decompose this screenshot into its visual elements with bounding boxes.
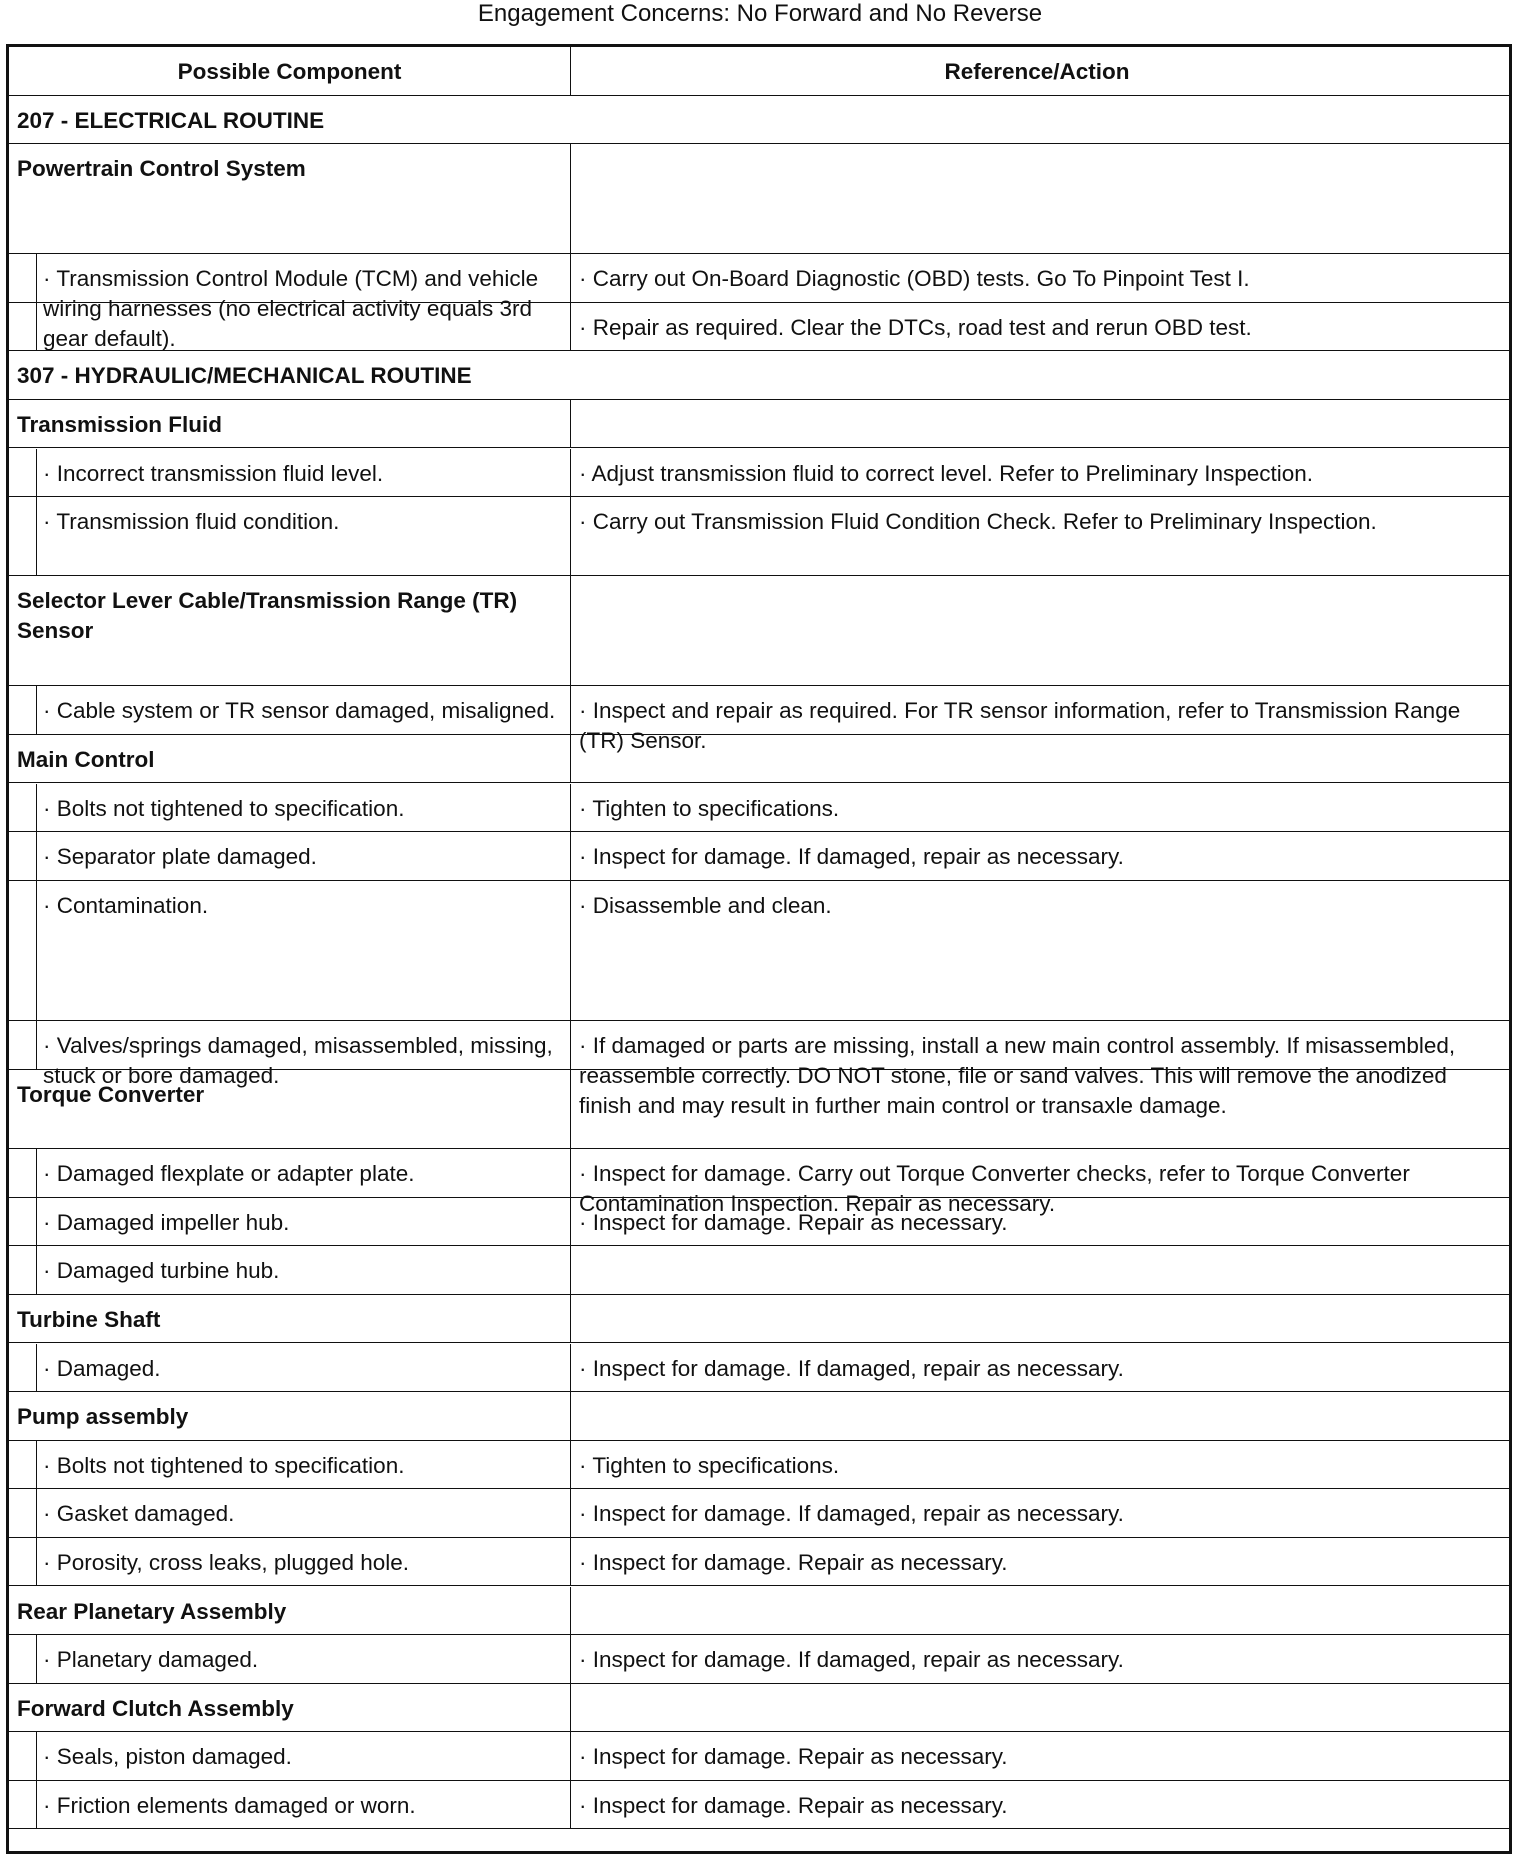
action-cell [571, 1198, 1509, 1246]
action-text: · Inspect for damage. Repair as necessary. [579, 1792, 1008, 1818]
action-cell [571, 1392, 1509, 1440]
action-cell [571, 449, 1509, 497]
component-cell [9, 1635, 571, 1683]
action-text: · Inspect for damage. If damaged, repair as necessary. [579, 1355, 1124, 1381]
component-text: · Contamination. [43, 892, 209, 918]
component-cell [9, 1021, 571, 1089]
column-header-reference-action: Reference/Action [944, 59, 1130, 84]
item-row [9, 497, 1509, 576]
action-text: · Inspect for damage. Repair as necessary. [579, 1744, 1008, 1770]
action-cell [571, 254, 1509, 302]
component-cell [9, 735, 571, 783]
component-text: · Planetary damaged. [43, 1647, 259, 1673]
action-cell [571, 1070, 1509, 1148]
item-row [9, 1441, 1509, 1490]
component-cell [9, 881, 571, 1021]
component-cell [9, 576, 571, 685]
item-row [9, 1246, 1509, 1295]
component-cell [9, 1781, 571, 1829]
component-cell [9, 1149, 571, 1197]
group-title: Torque Converter [17, 1081, 205, 1107]
group-row [9, 1070, 1509, 1149]
action-cell [571, 1489, 1509, 1537]
action-text: · Inspect for damage. Repair as necessary. [579, 1209, 1008, 1235]
item-row [9, 303, 1509, 352]
column-header-possible-component: Possible Component [177, 59, 402, 84]
action-cell [571, 1587, 1509, 1635]
item-row [9, 1198, 1509, 1247]
group-title: Rear Planetary Assembly [17, 1598, 287, 1624]
group-row [9, 400, 1509, 449]
item-row [9, 686, 1509, 754]
section-title: 207 - ELECTRICAL ROUTINE [17, 107, 325, 133]
component-text: · Porosity, cross leaks, plugged hole. [43, 1549, 410, 1575]
component-cell [9, 1441, 571, 1489]
item-row [9, 449, 1509, 498]
item-row [9, 1344, 1509, 1393]
item-row [9, 1732, 1509, 1781]
section-title: 307 - HYDRAULIC/MECHANICAL ROUTINE [17, 363, 472, 389]
action-cell [571, 1344, 1509, 1392]
component-cell [9, 400, 571, 448]
header-cell-action [571, 47, 1509, 95]
group-title: Turbine Shaft [17, 1306, 161, 1332]
indent-cell [9, 303, 37, 351]
group-title: Powertrain Control System [17, 156, 306, 182]
diagnosis-table [6, 44, 1512, 1854]
action-cell [571, 735, 1509, 783]
header-cell-component [9, 47, 571, 95]
action-cell [571, 1441, 1509, 1489]
component-text: · Transmission Control Module (TCM) and vehicle wiring harnesses (no electrical activity equals 3rd gear default). [43, 266, 539, 352]
action-cell [571, 1732, 1509, 1780]
action-cell [571, 881, 1509, 1021]
section-row [9, 96, 1509, 145]
action-text: · Carry out Transmission Fluid Condition Check. Refer to Preliminary Inspection. [579, 509, 1377, 535]
item-row [9, 1635, 1509, 1684]
component-cell [9, 686, 571, 734]
action-cell [571, 1635, 1509, 1683]
group-row [9, 735, 1509, 784]
action-text: · Carry out On-Board Diagnostic (OBD) tests. Go To Pinpoint Test I. [579, 266, 1250, 292]
component-text: · Cable system or TR sensor damaged, misaligned. [43, 698, 556, 724]
action-cell [571, 784, 1509, 832]
action-text: · Disassemble and clean. [579, 892, 832, 918]
page-title: Engagement Concerns: No Forward and No Reverse [477, 0, 1043, 27]
action-cell [571, 400, 1509, 448]
action-text: · Inspect for damage. If damaged, repair as necessary. [579, 1501, 1124, 1527]
component-text: · Incorrect transmission fluid level. [43, 460, 384, 486]
action-text: · Inspect for damage. Repair as necessary. [579, 1549, 1008, 1575]
component-cell [9, 1344, 571, 1392]
component-text: · Bolts not tightened to specification. [43, 795, 405, 821]
component-text: · Damaged. [43, 1355, 161, 1381]
component-cell [9, 1246, 571, 1294]
component-cell [9, 1198, 571, 1246]
action-cell [571, 1295, 1509, 1343]
action-text: · Inspect for damage. If damaged, repair as necessary. [579, 844, 1124, 870]
component-cell [9, 1070, 571, 1148]
action-cell [571, 497, 1509, 575]
action-cell [571, 1246, 1509, 1294]
action-cell [571, 303, 1509, 351]
action-cell [571, 832, 1509, 880]
table-header-row [9, 47, 1509, 96]
section-cell [9, 96, 1509, 144]
action-cell [571, 686, 1509, 754]
group-title: Transmission Fluid [17, 411, 223, 437]
action-cell [571, 576, 1509, 685]
group-row [9, 576, 1509, 686]
component-cell [9, 1732, 571, 1780]
component-text: · Seals, piston damaged. [43, 1744, 292, 1770]
group-row [9, 1684, 1509, 1733]
component-text: · Damaged flexplate or adapter plate. [43, 1161, 415, 1187]
component-cell [9, 1392, 571, 1440]
action-cell [571, 1538, 1509, 1586]
component-text: · Separator plate damaged. [43, 844, 317, 870]
component-cell [9, 497, 571, 575]
item-row [9, 1149, 1509, 1217]
component-cell [9, 1489, 571, 1537]
component-cell [9, 144, 571, 253]
component-cell [9, 1538, 571, 1586]
component-cell [9, 254, 571, 352]
action-cell [571, 1149, 1509, 1217]
component-cell [9, 449, 571, 497]
action-text: · Inspect for damage. If damaged, repair as necessary. [579, 1647, 1124, 1673]
component-text: · Gasket damaged. [43, 1501, 235, 1527]
action-cell [571, 1021, 1509, 1119]
item-row [9, 881, 1509, 1022]
component-text: · Friction elements damaged or worn. [43, 1792, 416, 1818]
component-cell [9, 1295, 571, 1343]
group-row [9, 144, 1509, 254]
group-title: Pump assembly [17, 1404, 189, 1430]
section-cell [9, 351, 1509, 399]
action-text: · Inspect and repair as required. For TR sensor information, refer to Transmission Range (TR) Sensor. [579, 698, 1461, 754]
component-text: · Transmission fluid condition. [43, 509, 340, 535]
action-text: · Tighten to specifications. [579, 1452, 840, 1478]
component-cell [9, 303, 571, 351]
action-cell [571, 1781, 1509, 1829]
group-title: Selector Lever Cable/Transmission Range (TR) Sensor [17, 588, 518, 644]
action-cell [571, 1684, 1509, 1732]
component-text: · Bolts not tightened to specification. [43, 1452, 405, 1478]
section-row [9, 351, 1509, 400]
component-text: · Damaged turbine hub. [43, 1258, 280, 1284]
action-text: · Repair as required. Clear the DTCs, road test and rerun OBD test. [579, 314, 1252, 340]
component-cell [9, 832, 571, 880]
group-title: Main Control [17, 746, 155, 772]
action-cell [571, 144, 1509, 253]
action-text: · Adjust transmission fluid to correct level. Refer to Preliminary Inspection. [579, 460, 1314, 486]
item-row [9, 1489, 1509, 1538]
item-row [9, 1538, 1509, 1587]
component-cell [9, 1587, 571, 1635]
action-text: · Tighten to specifications. [579, 795, 840, 821]
component-cell [9, 784, 571, 832]
group-title: Forward Clutch Assembly [17, 1695, 294, 1721]
component-text: · Valves/springs damaged, misassembled, missing, stuck or bore damaged. [43, 1033, 553, 1089]
action-text: · If damaged or parts are missing, install a new main control assembly. If misassembled, reassemble correctly. DO NOT stone, file or sand valves. This will remove the anodized finish and may result in further main control or transaxle damage. [579, 1033, 1456, 1119]
component-text: · Damaged impeller hub. [43, 1209, 290, 1235]
item-row [9, 832, 1509, 881]
item-row [9, 784, 1509, 833]
action-text: · Inspect for damage. Carry out Torque Converter checks, refer to Torque Converter Contamination Inspection. Repair as necessary. [579, 1161, 1410, 1217]
item-row [9, 1781, 1509, 1830]
component-cell [9, 1684, 571, 1732]
group-row [9, 1295, 1509, 1344]
group-row [9, 1587, 1509, 1636]
group-row [9, 1392, 1509, 1441]
